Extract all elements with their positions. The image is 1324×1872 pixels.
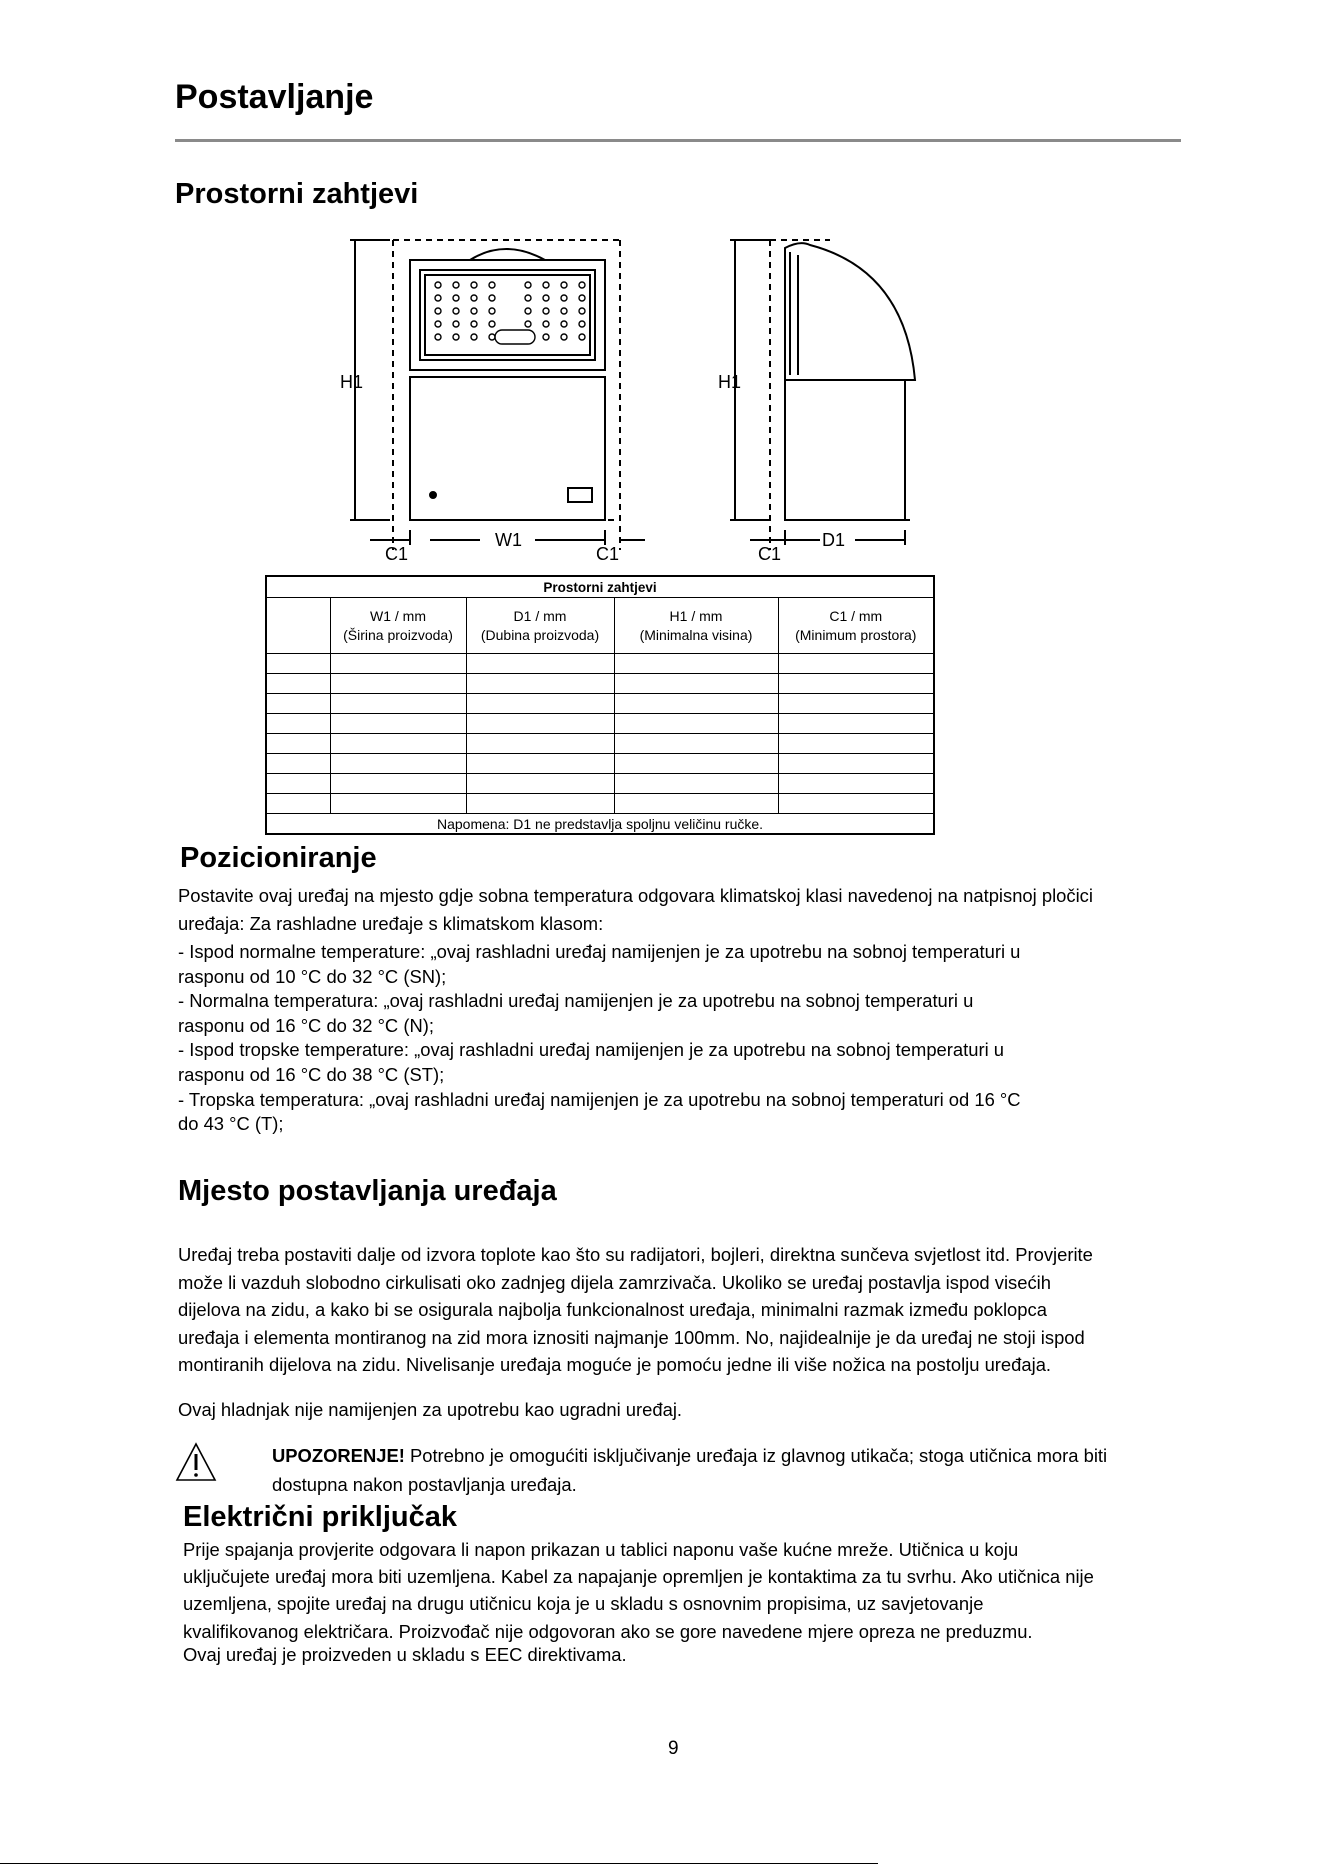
list-item: rasponu od 10 °C do 32 °C (SN); [178, 965, 447, 987]
open-lid-side [785, 243, 915, 380]
warning-text: UPOZORENJE! Potrebno je omogućiti isključivanje uređaja iz glavnog utikača; stoga utičnica mora biti dostupna nakon postavljanja uređaja. [272, 1445, 1108, 1495]
table-header-c1: C1 / mm (Minimum prostora) [778, 598, 934, 654]
table-header-d1: D1 / mm (Dubina proizvoda) [466, 598, 614, 654]
list-item: do 43 °C (T); [178, 1113, 284, 1135]
freezer-lid-front [410, 260, 605, 370]
list-item: - Normalna temperatura: „ovaj rashladni uređaj namijenjen je za upotrebu na sobnoj temperaturi u [178, 990, 974, 1012]
table-header-empty [266, 598, 330, 654]
table-caption: Prostorni zahtjevi [266, 576, 934, 598]
electrical-paragraph: Prije spajanja provjerite odgovara li napon prikazan u tablici naponu vaše kućne mreže. Utičnica u koju uključujete uređaj mora biti uzemljena. Kabel za napajanje opremljen je kontaktima za tu svrhu. Ako utičnica nije uzemljena, spojite uređaj na drugu utičnicu koja je u skladu s osnovnim propisima, uz savjetovanje kvalifikovanog električara. Proizvođač nije odgovoran ako se gore navedene mjere opreza ne preduzmu. Ovaj uređaj je proizveden u skladu s EEC direktivama. [183, 1539, 1094, 1665]
heading-positioning: Pozicioniranje [180, 842, 377, 874]
builtin-note: Ovaj hladnjak nije namijenjen za upotrebu kao ugradni uređaj. [178, 1399, 683, 1420]
space-requirements-diagram [330, 230, 930, 570]
table-row [266, 674, 934, 694]
page-title: Postavljanje [175, 78, 374, 116]
heading-electrical: Električni priključak [183, 1501, 458, 1533]
table-header-h1: H1 / mm (Minimalna visina) [614, 598, 778, 654]
freezer-body-front [410, 377, 605, 520]
location-paragraph: Uređaj treba postaviti dalje od izvora toplote kao što su radijatori, bojleri, direktna sunčeva svjetlost itd. Provjerite može li vazduh slobodno cirkulisati oko zadnjeg dijela zamrzivača. Ukoliko se uređaj postavlja ispod visećih dijelova na zidu, a kako bi se osigurala najbolja funkcionalnost uređaja, minimalni razmak između poklopca uređaja i elementa montiranog na zid mora iznositi najmanje 100mm. No, najidealnije je da uređaj ne stoji ispod montiranih dijelova na zidu. Nivelisanje uređaja moguće je pomoću jedne ili više nožica na postolju uređaja. [178, 1244, 1093, 1375]
label-c1-left: C1 [385, 544, 409, 564]
table-row [266, 654, 934, 674]
warning-triangle-icon [175, 1442, 217, 1482]
table-row [266, 694, 934, 714]
lid-dot-pattern [435, 282, 585, 344]
label-h1-front: H1 [340, 372, 364, 392]
title-divider [175, 139, 1181, 142]
table-row [266, 774, 934, 794]
climate-class-list [178, 940, 1208, 1137]
heading-space-requirements: Prostorni zahtjevi [175, 178, 419, 210]
heading-location: Mjesto postavljanja uređaja [178, 1175, 557, 1207]
list-item: rasponu od 16 °C do 32 °C (N); [178, 1014, 434, 1036]
label-h1-side: H1 [718, 372, 742, 392]
table-row [266, 794, 934, 814]
label-d1: D1 [822, 530, 846, 550]
list-item: - Tropska temperatura: „ovaj rashladni uređaj namijenjen je za upotrebu na sobnoj temperaturi od 16 °C [178, 1088, 1021, 1110]
table-row [266, 754, 934, 774]
label-c1-side: C1 [758, 544, 782, 564]
label-c1-right: C1 [596, 544, 620, 564]
space-requirements-table [265, 575, 935, 835]
page-number: 9 [668, 1738, 679, 1759]
table-row [266, 714, 934, 734]
list-item: - Ispod normalne temperature: „ovaj rashladni uređaj namijenjen je za upotrebu na sobnoj temperaturi u [178, 941, 1021, 962]
table-note: Napomena: D1 ne predstavlja spoljnu veličinu ručke. [266, 814, 934, 835]
list-item: - Ispod tropske temperature: „ovaj rashladni uređaj namijenjen je za upotrebu na sobnoj temperaturi u [178, 1039, 1005, 1061]
lid-handle [470, 249, 545, 260]
freezer-body-side [785, 380, 905, 520]
control-panel [568, 488, 592, 502]
label-w1: W1 [495, 530, 522, 550]
footer-rule [0, 1863, 878, 1864]
list-item: rasponu od 16 °C do 38 °C (ST); [178, 1063, 445, 1085]
table-row [266, 734, 934, 754]
positioning-intro: Postavite ovaj uređaj na mjesto gdje sobna temperatura odgovara klimatskoj klasi navedenoj na natpisnoj pločici uređaja: Za rashladne uređaje s klimatskom klasom: [178, 885, 1093, 934]
table-header-w1: W1 / mm (Širina proizvoda) [330, 598, 466, 654]
